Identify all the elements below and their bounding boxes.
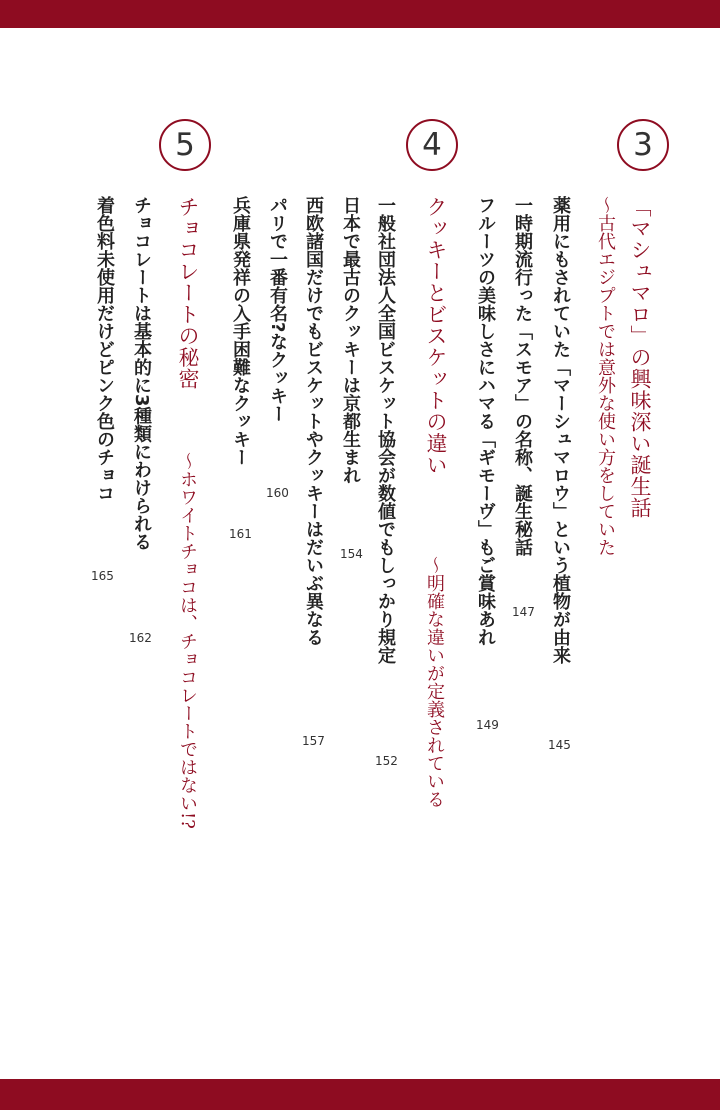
chapter-title: チョコレートの秘密 [176,196,200,390]
toc-entry: 兵庫県発祥の入手困難なクッキー [230,196,251,466]
page-number: 152 [375,754,398,768]
chapter-subtitle: ～明確な違いが定義されている [424,556,445,808]
bottom-band [0,1079,720,1110]
chapter-number-badge: 4 [406,119,458,171]
toc-entry: 一時期流行った「スモア」の名称、誕生秘話 [512,196,533,556]
toc-entry: 薬用にもされていた「マーシュマロウ」という植物が由来 [550,196,571,664]
top-band [0,0,720,28]
page-number: 160 [266,486,289,500]
page-number: 161 [229,527,252,541]
page-number: 145 [548,738,571,752]
toc-entry: 西欧諸国だけでもビスケットやクッキーはだいぶ異なる [303,196,324,646]
page-number: 147 [512,605,535,619]
page-number: 165 [91,569,114,583]
toc-entry: チョコレートは基本的に3種類にわけられる [131,196,152,551]
chapter-number-badge: 3 [617,119,669,171]
page-number: 149 [476,718,499,732]
chapter-title: クッキーとビスケットの違い [424,196,448,476]
chapter-number-badge: 5 [159,119,211,171]
toc-entry: 一般社団法人全国ビスケット協会が数値でもしっかり規定 [375,196,396,664]
toc-entry: 日本で最古のクッキーは京都生まれ [340,196,361,484]
chapter-title: 「マシュマロ」の興味深い誕生話 [628,196,652,519]
page-number: 162 [129,631,152,645]
chapter-subtitle: ～古代エジプトでは意外な使い方をしていた [595,196,616,556]
toc-entry: フルーツの美味しさにハマる「ギモーヴ」もご賞味あれ [475,196,496,646]
page-number: 157 [302,734,325,748]
chapter-subtitle: ～ホワイトチョコは、チョコレートではない!? [177,452,198,829]
page-number: 154 [340,547,363,561]
toc-entry: パリで一番有名?なクッキー [267,196,288,423]
toc-entry: 着色料未使用だけどピンク色のチョコ [94,196,115,502]
